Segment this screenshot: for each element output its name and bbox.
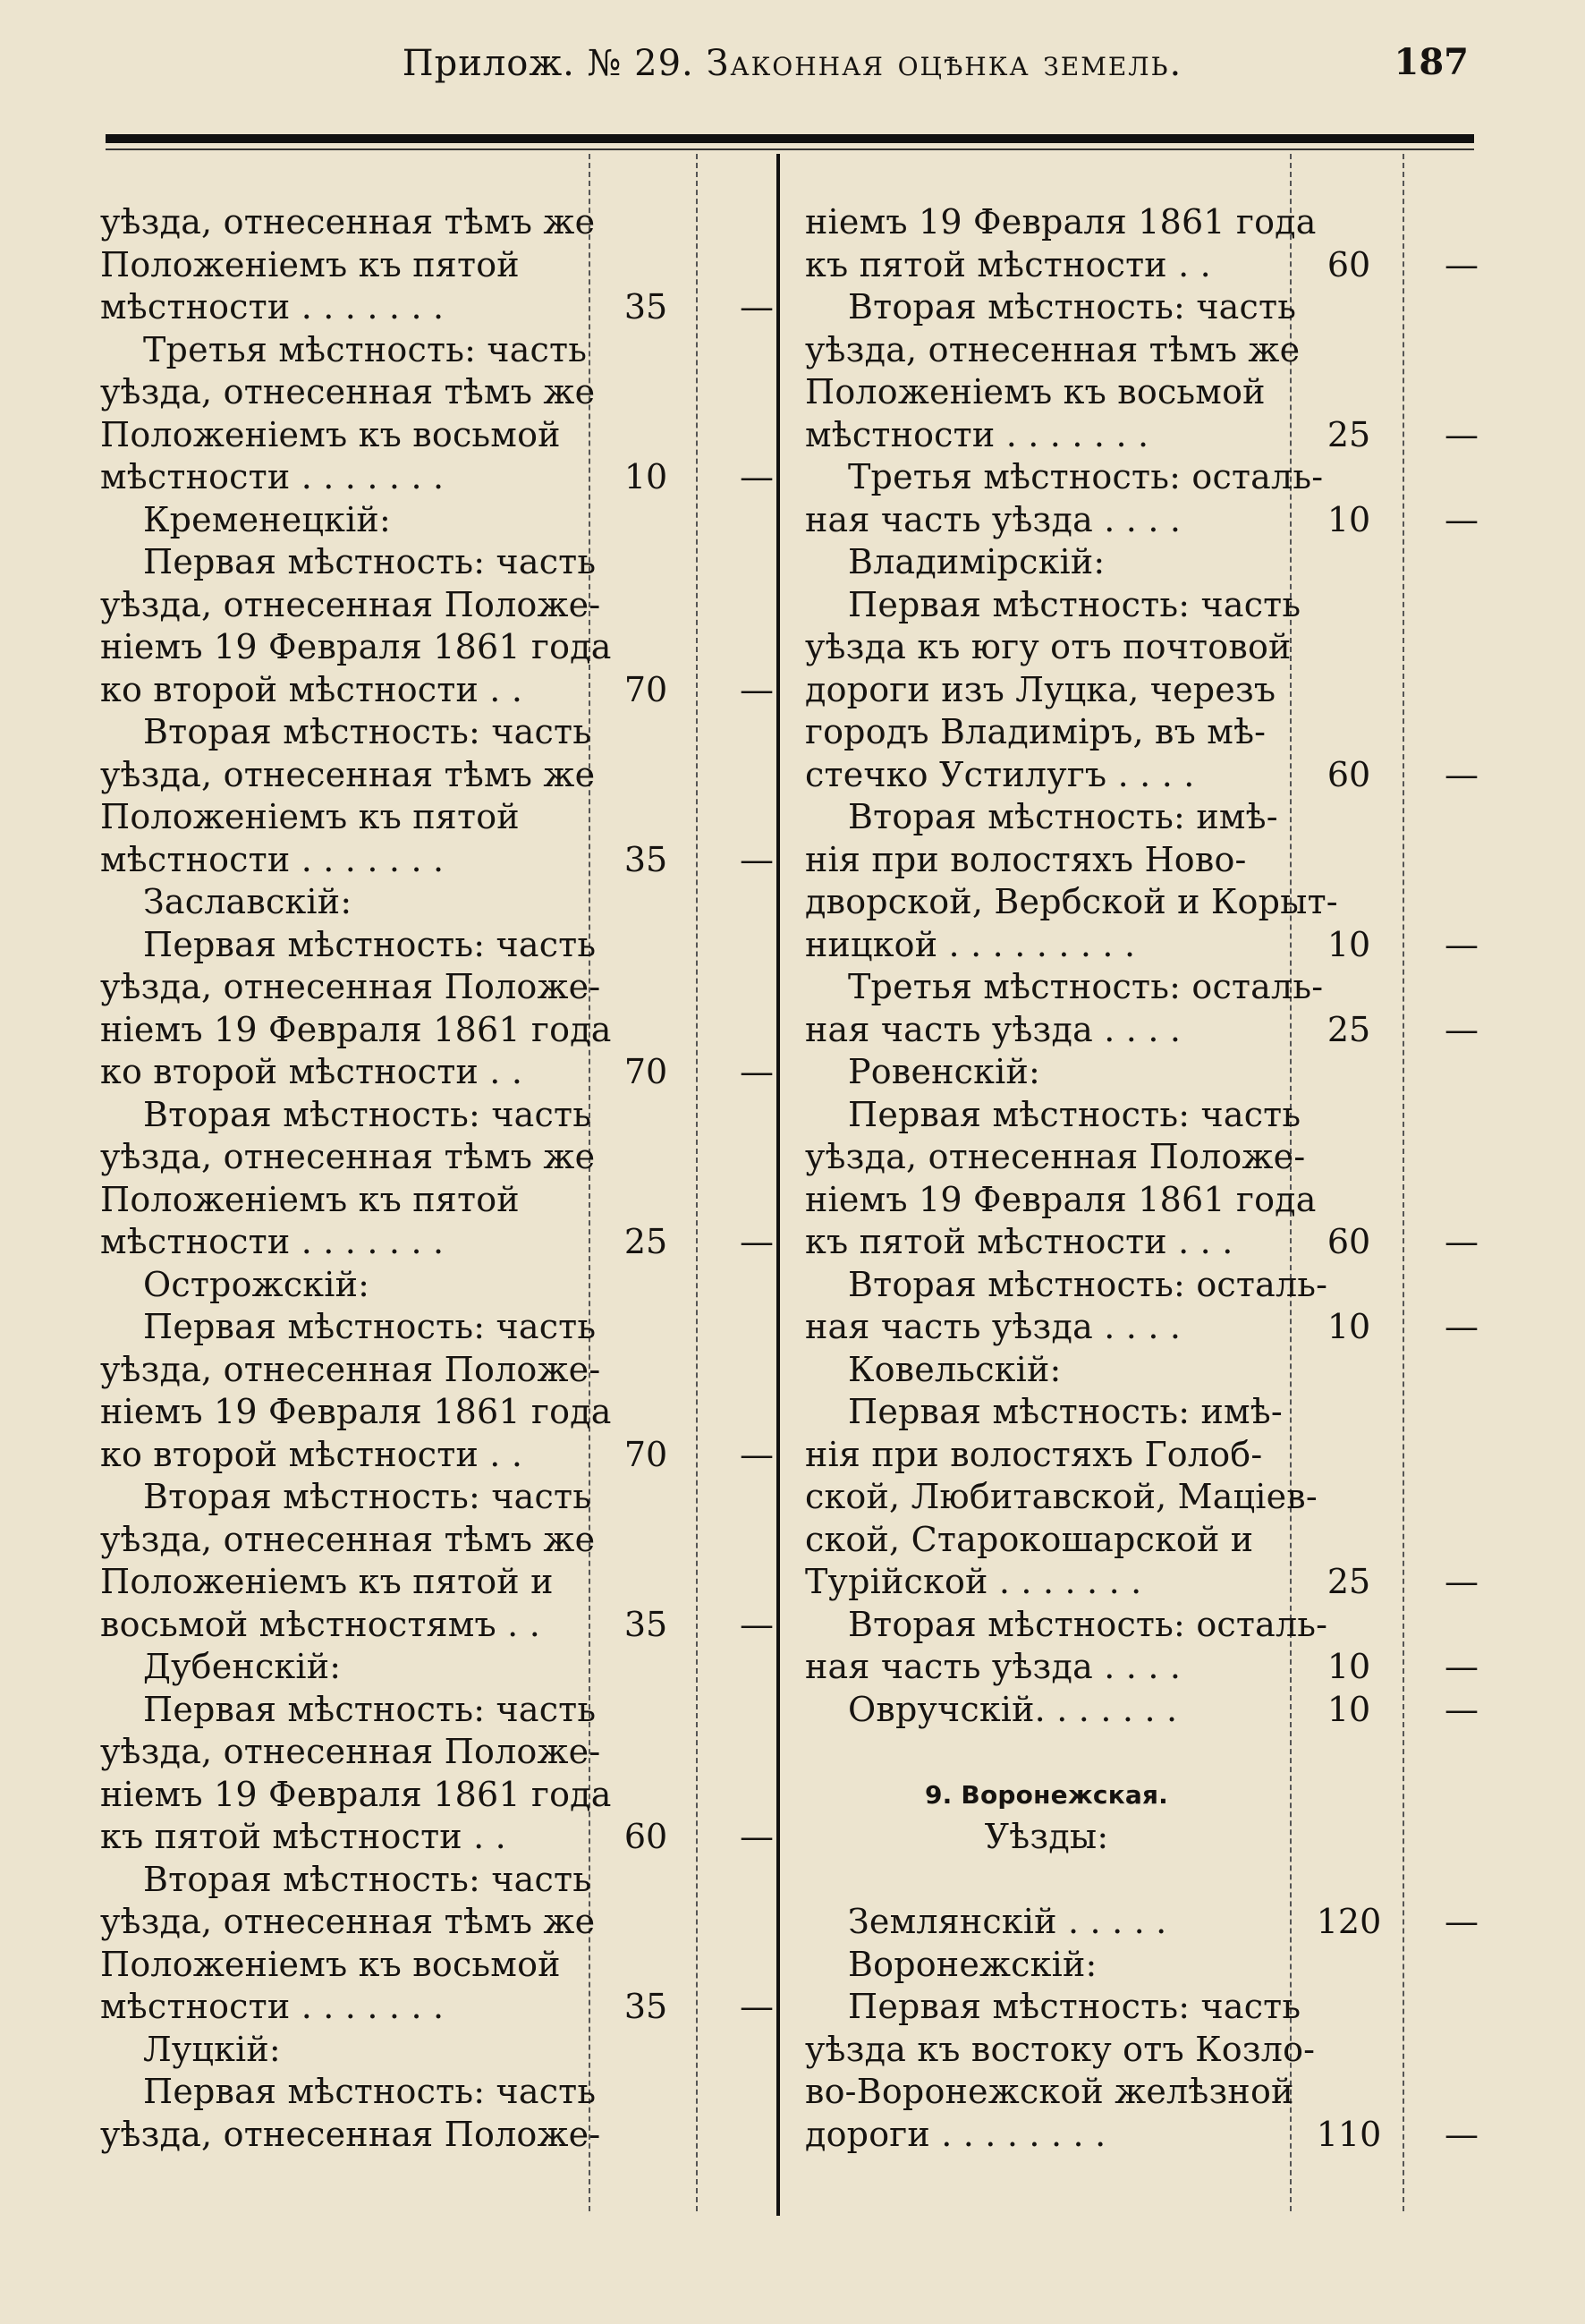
running-header [0,43,1585,84]
row-value-rubles: 10 [1326,924,1371,964]
table-row [805,1051,1288,1094]
table-row [100,1731,601,1774]
row-text: дороги . . . . . . . . [805,2114,1106,2154]
row-value-kopecks: — [1445,1647,1479,1686]
table-row [100,1434,774,1477]
table-row [100,1136,596,1179]
row-text: уѣзда, отнесенная Положе- [100,967,601,1006]
table-row [805,414,1479,457]
table-row [100,541,597,584]
table-row [805,201,1317,244]
table-row [100,2029,565,2072]
row-value-rubles: 60 [623,1817,668,1856]
table-row [100,1986,774,2029]
header-title-main: Законная оцѣнка земель. [706,43,1183,84]
table-row [100,1009,612,1052]
row-text: уѣзда, отнесенная Положе- [100,1349,601,1389]
table-row [100,1689,597,1732]
row-text: ніемъ 19 Февраля 1861 года [805,202,1317,242]
row-text: ницкой . . . . . . . . . [805,924,1136,964]
row-text: ная часть уѣзда . . . . [805,1009,1182,1049]
table-row [805,371,1288,414]
row-text: мѣстности . . . . . . . [805,414,1149,454]
table-row [100,754,596,797]
row-text: уѣзда, отнесенная тѣмъ же [100,1137,596,1176]
row-text: уѣзда, отнесенная тѣмъ же [100,202,596,242]
row-text: нія при волостяхъ Ново- [805,839,1247,879]
row-text: Третья мѣстность: осталь- [848,967,1324,1006]
row-text: ніемъ 19 Февраля 1861 года [100,627,612,666]
row-value-kopecks: — [1445,1562,1479,1601]
row-value-kopecks: — [1445,1222,1479,1261]
row-text: мѣстности . . . . . . . [100,839,445,879]
row-text: ко второй мѣстности . . [100,669,523,709]
row-text: ніемъ 19 Февраля 1861 года [100,1392,612,1431]
table-row [100,1094,592,1137]
row-text: ко второй мѣстности . . [100,1434,523,1474]
row-text: Положеніемъ къ пятой [100,1179,520,1219]
table-row [805,1221,1479,1264]
row-value-kopecks: — [1445,1902,1479,1941]
table-row [100,924,597,967]
row-text: ная часть уѣзда . . . . [805,1647,1182,1686]
row-value-kopecks: — [1445,1689,1479,1729]
table-row [100,1944,565,1987]
row-value-rubles: 120 [1316,1902,1382,1941]
row-text: ніемъ 19 Февраля 1861 года [100,1009,612,1049]
table-row [100,796,565,839]
row-text: уѣзда, отнесенная Положе- [805,1137,1306,1176]
table-row [100,2071,597,2114]
row-value-kopecks: — [740,839,774,879]
table-row [805,286,1297,329]
spacer [805,1731,1288,1774]
table-row [805,1476,1318,1519]
row-text: Вторая мѣстность: часть [848,287,1297,327]
row-value-kopecks: — [740,1987,774,2026]
row-text: нія при волостяхъ Голоб- [805,1434,1263,1474]
spacer [805,1859,1288,1902]
table-row [805,1689,1479,1732]
row-value-kopecks: — [1445,1009,1479,1049]
row-text: мѣстности . . . . . . . [100,1222,445,1261]
table-row [805,541,1288,584]
row-value-rubles: 70 [623,1434,668,1474]
row-text: Острожскій: [143,1264,370,1304]
row-text: Ровенскій: [848,1052,1040,1091]
table-row [805,1434,1288,1477]
table-row [100,1051,774,1094]
row-value-rubles: 10 [1326,1307,1371,1346]
table-row [805,584,1301,627]
table-row [805,1349,1288,1392]
header-rule-thin [106,148,1474,150]
row-text: Вторая мѣстность: имѣ- [848,797,1278,836]
table-row [805,244,1479,287]
table-row [100,414,565,457]
row-text: Вторая мѣстность: часть [143,1094,592,1134]
row-text: мѣстности . . . . . . . [100,1987,445,2026]
row-text: Третья мѣстность: часть [143,329,588,369]
row-text: ко второй мѣстности . . [100,1052,523,1091]
row-value-kopecks: — [740,669,774,709]
row-text: 9. Воронежская. [924,1779,1169,1810]
table-row [100,1901,596,1944]
table-row [100,2114,601,2157]
row-text: Вторая мѣстность: осталь- [848,1264,1328,1304]
row-value-kopecks: — [1445,499,1479,539]
row-text: Вторая мѣстность: часть [143,712,592,751]
row-text: Кременецкій: [143,499,391,539]
table-row [100,1349,601,1392]
row-value-kopecks: — [740,1604,774,1644]
table-row [805,1391,1288,1434]
row-text: уѣзда, отнесенная тѣмъ же [100,1519,596,1559]
table-row [805,2071,1294,2114]
row-value-kopecks: — [740,457,774,496]
table-row [805,1944,1288,1987]
row-value-rubles: 70 [623,669,668,709]
row-text: дороги изъ Луцка, черезъ [805,669,1276,709]
row-text: уѣзда, отнесенная тѣмъ же [100,754,596,794]
table-row [805,1136,1306,1179]
row-text: уѣзда, отнесенная Положе- [100,584,601,624]
table-row [100,1179,565,1222]
row-text: Вторая мѣстность: часть [143,1477,592,1516]
row-value-kopecks: — [740,287,774,327]
row-text: мѣстности . . . . . . . [100,457,445,496]
table-row [100,1646,565,1689]
row-text: уѣзда, отнесенная тѣмъ же [100,372,596,411]
row-value-rubles: 35 [623,287,668,327]
row-text: Положеніемъ къ восьмой [805,372,1266,411]
row-value-rubles: 10 [623,457,668,496]
table-row [100,1391,612,1434]
table-row [100,1816,774,1859]
table-row [805,1179,1317,1222]
row-text: уѣзда къ востоку отъ Козло- [805,2029,1316,2069]
row-text: ніемъ 19 Февраля 1861 года [100,1774,612,1814]
table-row [100,371,596,414]
right-column [805,201,1479,2156]
row-text: къ пятой мѣстности . . . [805,1222,1233,1261]
row-text: къ пятой мѣстности . . [100,1817,506,1856]
row-text: Положеніемъ къ пятой и [100,1562,554,1601]
table-row [100,1519,596,1562]
table-row [805,2029,1316,2072]
table-row [805,1986,1301,2029]
table-row [805,1604,1328,1647]
row-value-kopecks: — [1445,244,1479,284]
row-text: Первая мѣстность: часть [848,584,1301,624]
table-row [100,1476,592,1519]
row-text: Овручскій. . . . . . . [848,1689,1178,1729]
row-value-kopecks: — [1445,2114,1479,2154]
table-row [805,329,1301,372]
page-number: 187 [1394,41,1469,83]
table-row [100,1859,592,1902]
row-text: во-Воронежской желѣзной [805,2072,1294,2111]
row-text: ная часть уѣзда . . . . [805,1307,1182,1346]
table-row [805,711,1288,754]
row-text: Первая мѣстность: часть [848,1094,1301,1134]
row-text: Луцкій: [143,2029,281,2069]
table-row [100,1774,612,1817]
row-text: Положеніемъ къ восьмой [100,414,561,454]
table-row [805,796,1288,839]
row-value-rubles: 70 [623,1052,668,1091]
left-column [100,201,774,2156]
table-row [100,711,592,754]
row-text: Первая мѣстность: часть [143,542,597,581]
table-row [805,839,1288,882]
row-value-rubles: 35 [623,839,668,879]
row-value-kopecks: — [740,1222,774,1261]
table-row [805,1094,1301,1137]
table-row [805,456,1324,499]
row-text: городъ Владиміръ, въ мѣ- [805,712,1267,751]
row-text: къ пятой мѣстности . . [805,244,1211,284]
row-value-rubles: 60 [1326,754,1371,794]
row-text: уѣзда, отнесенная Положе- [100,2114,601,2154]
header-rule-thick [106,134,1474,143]
row-text: Положеніемъ къ восьмой [100,1944,561,1984]
row-text: Дубенскій: [143,1647,342,1686]
row-value-rubles: 110 [1316,2114,1382,2154]
row-value-rubles: 35 [623,1987,668,2026]
table-row [805,1519,1288,1562]
row-text: Вторая мѣстность: часть [143,1859,592,1899]
row-text: ніемъ 19 Февраля 1861 года [805,1179,1317,1219]
row-text: мѣстности . . . . . . . [100,287,445,327]
table-row [805,2114,1479,2157]
row-text: Вторая мѣстность: осталь- [848,1604,1328,1644]
table-row [100,626,612,669]
row-value-kopecks: — [740,1434,774,1474]
table-row [100,499,565,542]
table-row [805,966,1324,1009]
table-row [100,244,565,287]
table-row [100,881,565,924]
table-row [805,1561,1479,1604]
table-row [805,669,1288,712]
row-value-rubles: 25 [1326,1009,1371,1049]
table-row [100,1306,597,1349]
row-text: Владимірскій: [848,542,1106,581]
table-row [100,839,774,882]
table-row [100,584,601,627]
row-value-rubles: 25 [1326,1562,1371,1601]
row-value-kopecks: — [740,1817,774,1856]
row-value-kopecks: — [1445,1307,1479,1346]
row-text: Первая мѣстность: часть [848,1987,1301,2026]
row-text: Воронежскій: [848,1944,1098,1984]
row-value-rubles: 10 [1326,1689,1371,1729]
table-row [100,1604,774,1647]
table-row [100,1561,565,1604]
table-row [100,456,774,499]
row-value-kopecks: — [1445,924,1479,964]
table-row [100,286,774,329]
row-text: Землянскій . . . . . [848,1902,1167,1941]
row-text: Заславскій: [143,882,352,921]
table-row [805,881,1338,924]
row-text: Положеніемъ къ пятой [100,244,520,284]
row-text: дворской, Вербской и Корыт- [805,882,1338,921]
table-row [100,669,774,712]
table-row [805,1264,1328,1307]
row-text: Первая мѣстность: часть [143,1689,597,1729]
row-text: уѣзда, отнесенная Положе- [100,1732,601,1771]
row-value-rubles: 10 [1326,1647,1371,1686]
table-row [805,1646,1479,1689]
row-text: Первая мѣстность: имѣ- [848,1392,1283,1431]
row-value-rubles: 25 [623,1222,668,1261]
row-value-kopecks: — [1445,754,1479,794]
row-value-rubles: 25 [1326,414,1371,454]
table-row [100,201,596,244]
row-text: Первая мѣстность: часть [143,1307,597,1346]
row-text: ской, Любитавской, Маціев- [805,1477,1318,1516]
table-row [805,754,1479,797]
row-text: уѣзда къ югу отъ почтовой [805,627,1292,666]
table-row [805,924,1479,967]
row-value-kopecks: — [740,1052,774,1091]
row-value-rubles: 60 [1326,1222,1371,1261]
section-heading [805,1774,1288,1817]
row-text: Первая мѣстность: часть [143,2072,597,2111]
sub-heading [805,1816,1288,1859]
row-text: уѣзда, отнесенная тѣмъ же [100,1902,596,1941]
row-text: Ковельскій: [848,1349,1062,1389]
row-text: уѣзда, отнесенная тѣмъ же [805,329,1301,369]
row-text: Турійской . . . . . . . [805,1562,1142,1601]
row-text: Третья мѣстность: осталь- [848,457,1324,496]
row-value-rubles: 35 [623,1604,668,1644]
table-row [100,966,601,1009]
row-value-rubles: 60 [1326,244,1371,284]
row-text: ской, Старокошарской и [805,1519,1254,1559]
row-text: Положеніемъ къ пятой [100,797,520,836]
row-text: стечко Устилугъ . . . . [805,754,1195,794]
row-text: Уѣзды: [984,1817,1109,1856]
table-row [100,329,588,372]
row-text: восьмой мѣстностямъ . . [100,1604,540,1644]
table-row [805,1901,1479,1944]
header-title-prefix: Прилож. № 29. [402,43,707,84]
row-text: Первая мѣстность: часть [143,924,597,964]
row-value-rubles: 10 [1326,499,1371,539]
row-text: ная часть уѣзда . . . . [805,499,1182,539]
table-row [805,1009,1479,1052]
table-row [805,1306,1479,1349]
row-value-kopecks: — [1445,414,1479,454]
table-row [805,626,1292,669]
table-row [100,1221,774,1264]
table-row [805,499,1479,542]
table-row [100,1264,565,1307]
